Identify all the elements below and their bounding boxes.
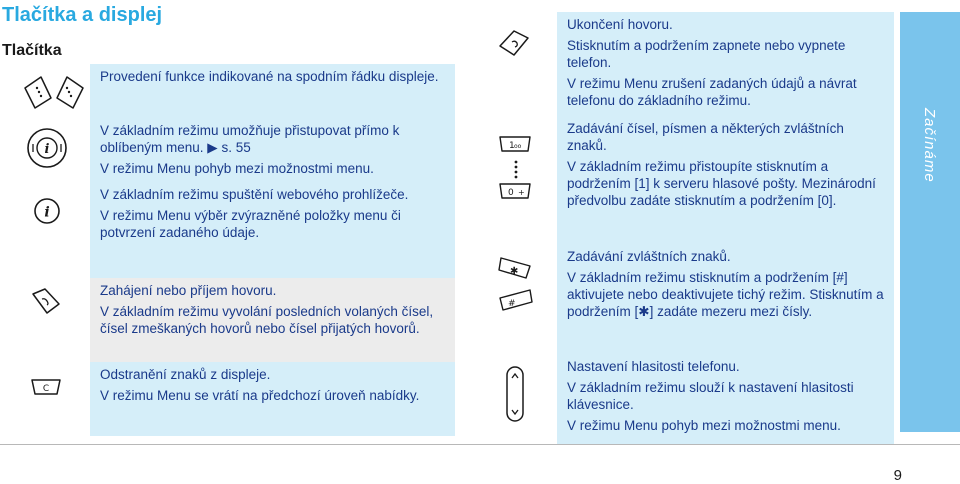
soft-keys-icon xyxy=(19,72,89,112)
call-key-icon xyxy=(29,286,63,316)
key-icon-cell xyxy=(472,116,557,244)
key-desc-line: V režimu Menu se vrátí na předchozí úroveň nabídky. xyxy=(100,388,420,403)
key-row-alphanumeric xyxy=(472,116,894,244)
svg-text:C: C xyxy=(42,384,50,394)
svg-text:0: 0 xyxy=(508,188,514,198)
key-row-volume xyxy=(472,354,894,444)
chapter-label: Začínáme xyxy=(921,108,938,183)
wap-key-icon xyxy=(32,196,62,226)
page-number: 9 xyxy=(893,467,902,484)
svg-text:✱: ✱ xyxy=(510,266,519,277)
wap-nav-key-icon xyxy=(25,126,69,170)
key-desc-line: Zadávání zvláštních znaků. xyxy=(567,249,731,264)
key-desc-line: Odstranění znaků z displeje. xyxy=(100,367,271,382)
key-desc-line: V základním režimu umožňuje přistupovat přímo k oblíbeným menu. ▶ s. 55 xyxy=(100,123,400,155)
key-icon-cell xyxy=(5,278,90,362)
svg-text:i: i xyxy=(44,142,50,157)
end-key-icon xyxy=(496,28,532,58)
key-row-soft-keys xyxy=(5,64,455,118)
key-desc-line: Zadávání čísel, písmen a některých zvláštních znaků. xyxy=(567,121,844,153)
key-desc-line: V režimu Menu výběr zvýrazněné položky menu či potvrzení zadaného údaje. xyxy=(100,208,401,240)
key-desc-line: V režimu Menu zrušení zadaných údajů a návrat telefonu do základního režimu. xyxy=(567,76,857,108)
chapter-tab xyxy=(900,12,960,432)
key-icon-cell xyxy=(472,244,557,354)
page-title: Tlačítka a displej xyxy=(2,4,163,26)
svg-text:+: + xyxy=(518,188,525,197)
key-row-end xyxy=(472,12,894,116)
footer-divider xyxy=(0,444,960,445)
section-title: Tlačítka xyxy=(2,42,62,59)
key-desc-line: V základním režimu stisknutím a podržením [#] aktivujete nebo deaktivujete tichý režim. Stisknutím a podržením [✱] zadáte mezeru mezi čísly. xyxy=(567,270,884,319)
svg-text:i: i xyxy=(44,204,50,221)
key-desc-line: V základním režimu přistoupíte stisknutím a podržením [1] k serveru hlasové pošty. Mezinárodní předvolbu zadáte stisknutím a podržením [0]. xyxy=(567,159,876,208)
key-desc-line: Zahájení nebo příjem hovoru. xyxy=(100,283,277,298)
key-icon-cell xyxy=(472,12,557,116)
key-desc-line: V základním režimu slouží k nastavení hlasitosti klávesnice. xyxy=(567,380,854,412)
key-desc-line: V základním režimu spuštění webového prohlížeče. xyxy=(100,187,409,202)
clear-key-icon xyxy=(29,376,63,398)
key-row-call xyxy=(5,278,455,362)
key-icon-cell xyxy=(5,362,90,436)
svg-text:1: 1 xyxy=(509,141,515,151)
key-row-special xyxy=(472,244,894,354)
key-row-clear xyxy=(5,362,455,436)
key-row-wap-nav xyxy=(5,118,455,182)
key-icon-cell xyxy=(5,64,90,118)
key-desc-line: V režimu Menu pohyb mezi možnostmi menu. xyxy=(567,418,841,433)
special-keys-icon xyxy=(496,254,536,314)
key-desc-line: Nastavení hlasitosti telefonu. xyxy=(567,359,740,374)
key-desc-line: V režimu Menu pohyb mezi možnostmi menu. xyxy=(100,161,374,176)
key-desc-line: Stisknutím a podržením zapnete nebo vypnete telefon. xyxy=(567,38,846,70)
key-desc-line: Provedení funkce indikované na spodním řádku displeje. xyxy=(100,69,439,84)
key-desc-line: V základním režimu vyvolání posledních volaných čísel, čísel zmeškaných hovorů nebo čísel přijatých hovorů. xyxy=(100,304,434,336)
alphanumeric-keys-icon xyxy=(496,132,536,216)
key-icon-cell xyxy=(472,354,557,444)
key-desc-line: Ukončení hovoru. xyxy=(567,17,673,32)
key-icon-cell xyxy=(5,182,90,278)
svg-text:oo: oo xyxy=(514,143,522,150)
key-row-wap xyxy=(5,182,455,278)
svg-text:#: # xyxy=(508,299,516,309)
volume-keys-icon xyxy=(503,364,527,424)
key-icon-cell xyxy=(5,118,90,182)
